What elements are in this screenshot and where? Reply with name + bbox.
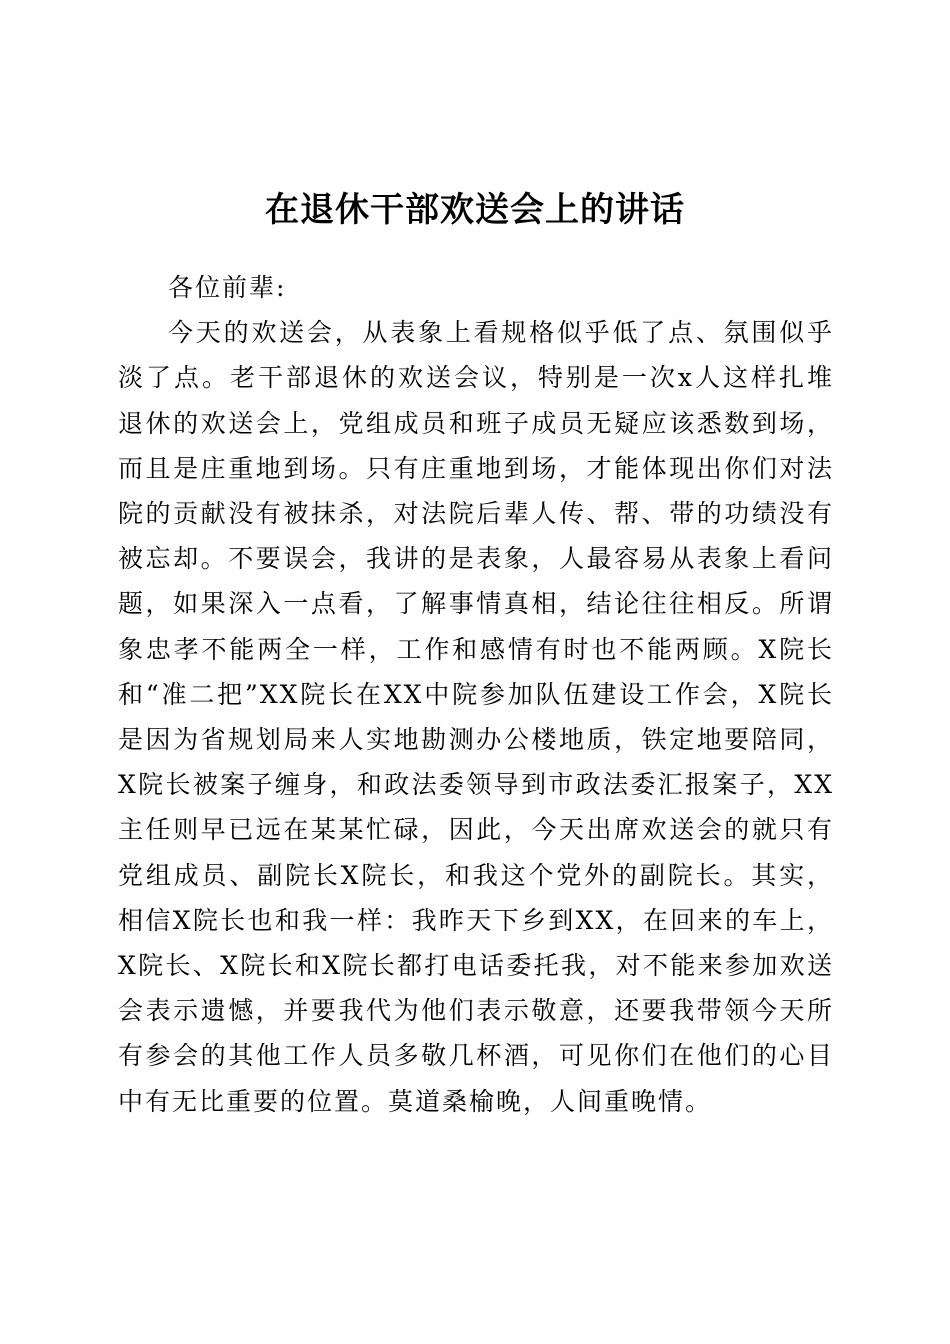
body-paragraph: 今天的欢送会，从表象上看规格似乎低了点、氛围似乎淡了点。老干部退休的欢送会议，特别是一次x人这样扎堆退休的欢送会上，党组成员和班子成员无疑应该悉数到场，而且是庄重地到场。只有庄重地到场，才能体现出你们对法院的贡献没有被抹杀，对法院后辈人传、帮、带的功绩没有被忘却。不要误会，我讲的是表象，人最容易从表象上看问题，如果深入一点看，了解事情真相，结论往往相反。所谓象忠孝不能两全一样，工作和感情有时也不能两顾。X院长和“准二把”XX院长在XX中院参加队伍建设工作会，X院长是因为省规划局来人实地勘测办公楼地质，铁定地要陪同，X院长被案子缠身，和政法委领导到市政法委汇报案子，XX主任则早已远在某某忙碌，因此，今天出席欢送会的就只有党组成员、副院长X院长，和我这个党外的副院长。其实，相信X院长也和我一样：我昨天下乡到XX，在回来的车上，X院长、X院长和X院长都打电话委托我，对不能来参加欢送会表示遗憾，并要我代为他们表示敬意，还要我带领今天所有参会的其他工作人员多敬几杯酒，可见你们在他们的心目中有无比重要的位置。莫道桑榆晚，人间重晚情。: [118, 318, 834, 1116]
document-body: [118, 265, 834, 1124]
document-title: 在退休干部欢送会上的讲话: [265, 190, 685, 230]
salutation: 各位前辈:: [168, 273, 287, 302]
